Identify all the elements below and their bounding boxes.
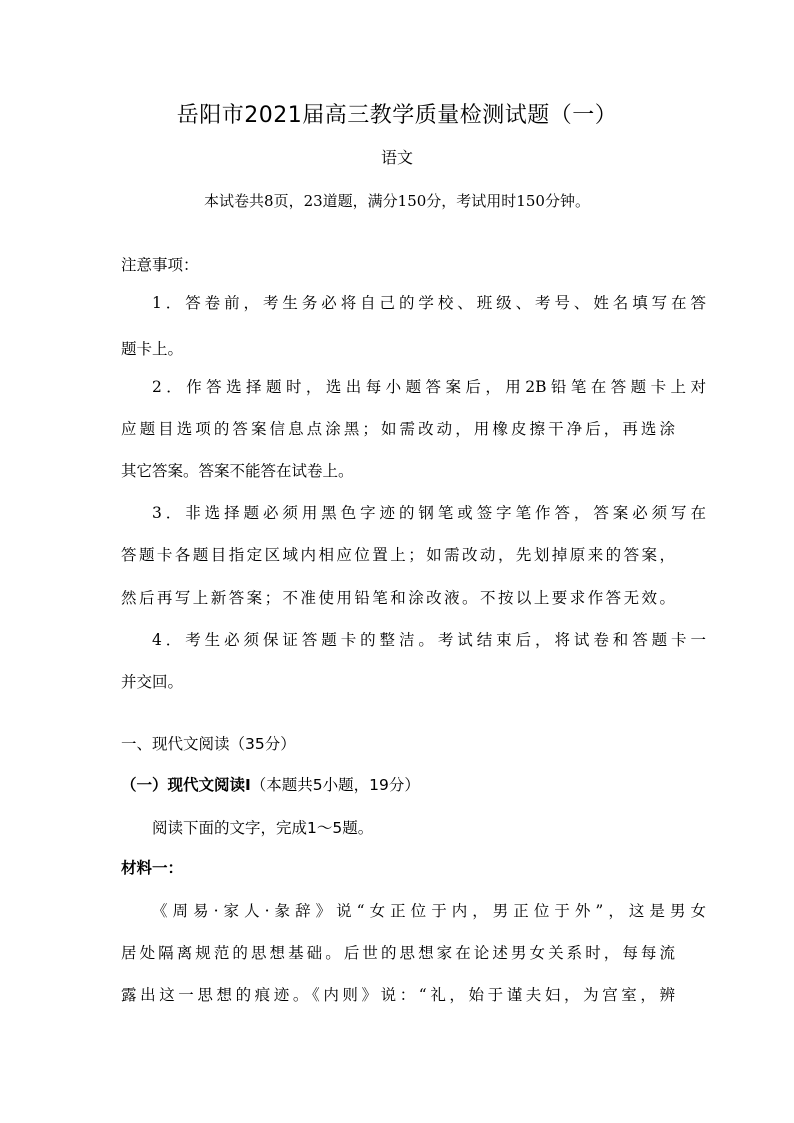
section-1-sub-heading <box>121 772 675 798</box>
note-4-line-1: 4．考生必须保证答题卡的整洁。考试结束后，将试卷和答题卡一 <box>152 631 706 649</box>
exam-title: 岳阳市2021届高三教学质量检测试题（一） <box>176 103 618 128</box>
note-3-line-2: 答题卡各题目指定区域内相应位置上；如需改动，先划掉原来的答案， <box>121 546 675 564</box>
note-1-line-1: 1．答卷前，考生务必将自己的学校、班级、考号、姓名填写在答 <box>152 294 706 312</box>
note-2-line-3: 其它答案。答案不能答在试卷上。 <box>121 462 354 480</box>
material-label: 材料一： <box>121 858 184 877</box>
material-line-2: 居处隔离规范的思想基础。后世的思想家在论述男女关系时，每每流 <box>121 944 675 962</box>
reading-instruction: 阅读下面的文字，完成1～5题。 <box>152 819 374 837</box>
notes-heading: 注意事项： <box>121 256 199 274</box>
note-3-line-3: 然后再写上新答案；不准使用铅笔和涂改液。不按以上要求作答无效。 <box>121 589 675 607</box>
material-line-1: 《周易·家人·彖辞》说“女正位于内，男正位于外”，这是男女 <box>152 902 706 920</box>
material-line-3: 露出这一思想的痕迹。《内则》说：“礼，始于谨夫妇，为宫室，辨 <box>121 986 675 1004</box>
sub-heading-detail: （本题共5小题，19分） <box>250 776 420 794</box>
exam-subject: 语文 <box>380 148 413 167</box>
sub-heading-title: （一）现代文阅读Ⅰ <box>121 776 251 794</box>
section-1-heading: 一、现代文阅读（35分） <box>121 735 296 753</box>
note-1-line-2: 题卡上。 <box>121 340 184 358</box>
note-3-line-1: 3．非选择题必须用黑色字迹的钢笔或签字笔作答，答案必须写在 <box>152 504 706 522</box>
note-2-line-2: 应题目选项的答案信息点涂黑；如需改动，用橡皮擦干净后，再选涂 <box>121 420 675 438</box>
note-2-line-1: 2．作答选择题时，选出每小题答案后，用2B铅笔在答题卡上对 <box>152 378 706 396</box>
note-4-line-2: 并交回。 <box>121 673 184 691</box>
exam-intro: 本试卷共8页，23道题，满分150分，考试用时150分钟。 <box>204 192 590 210</box>
